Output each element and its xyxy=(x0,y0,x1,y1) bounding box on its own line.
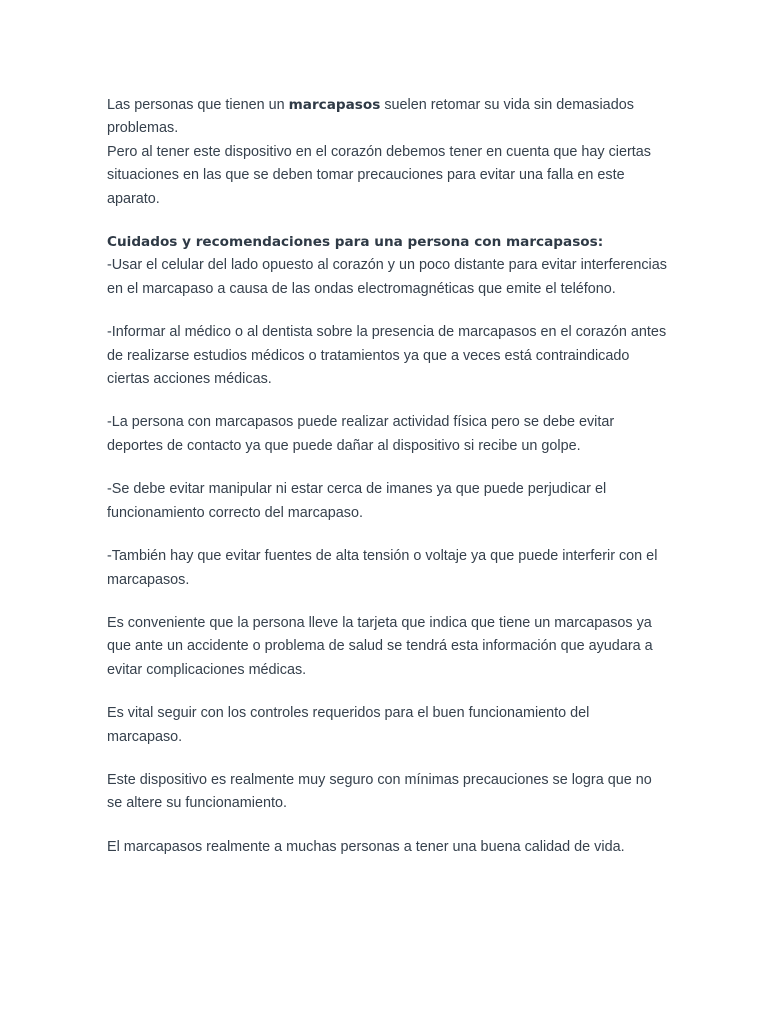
care-item-magnets: -Se debe evitar manipular ni estar cerca de imanes ya que puede perjudicar el funcionamiento correcto del marcapaso. xyxy=(107,481,607,521)
closing-paragraph-controls: Es vital seguir con los controles requeridos para el buen funcionamiento del marcapaso. xyxy=(107,705,590,745)
care-item-doctor: -Informar al médico o al dentista sobre la presencia de marcapasos en el corazón antes de realizarse estudios médicos o tratamientos ya que a veces está contraindicado ciertas acciones médicas. xyxy=(107,324,667,388)
closing-paragraph-safety: Este dispositivo es realmente muy seguro con mínimas precauciones se logra que no se altere su funcionamiento. xyxy=(107,771,652,812)
care-item-exercise: -La persona con marcapasos puede realizar actividad física pero se debe evitar deportes de contacto ya que puede dañar al dispositivo si recibe un golpe. xyxy=(107,414,615,454)
intro-second-paragraph: Pero al tener este dispositivo en el corazón debemos tener en cuenta que hay ciertas situaciones en las que se deben tomar precauciones para evitar una falla en este aparato. xyxy=(107,143,651,207)
intro-text-end: suelen retomar su vida sin demasiados problemas. xyxy=(107,97,634,137)
care-item-phone: -Usar el celular del lado opuesto al corazón y un poco distante para evitar interferencias en el marcapaso a causa de las ondas electromagnéticas que emite el teléfono. xyxy=(107,257,667,297)
document-body xyxy=(107,94,667,879)
intro-keyword: marcapasos xyxy=(288,97,381,113)
care-item-voltage: -También hay que evitar fuentes de alta tensión o voltaje ya que puede interferir con el marcapasos. xyxy=(107,548,658,588)
care-heading-text: Cuidados y recomendaciones para una persona con marcapasos: xyxy=(107,234,604,251)
closing-paragraph-card: Es conveniente que la persona lleve la tarjeta que indica que tiene un marcapasos ya que ante un accidente o problema de salud se tendrá esta información que ayudara a evitar complicaciones médicas. xyxy=(107,614,653,678)
intro-text-start: Las personas que tienen un xyxy=(107,97,289,113)
closing-paragraph-quality: El marcapasos realmente a muchas personas a tener una buena calidad de vida. xyxy=(107,838,625,855)
care-heading xyxy=(107,231,667,254)
intro-paragraph xyxy=(107,94,667,141)
